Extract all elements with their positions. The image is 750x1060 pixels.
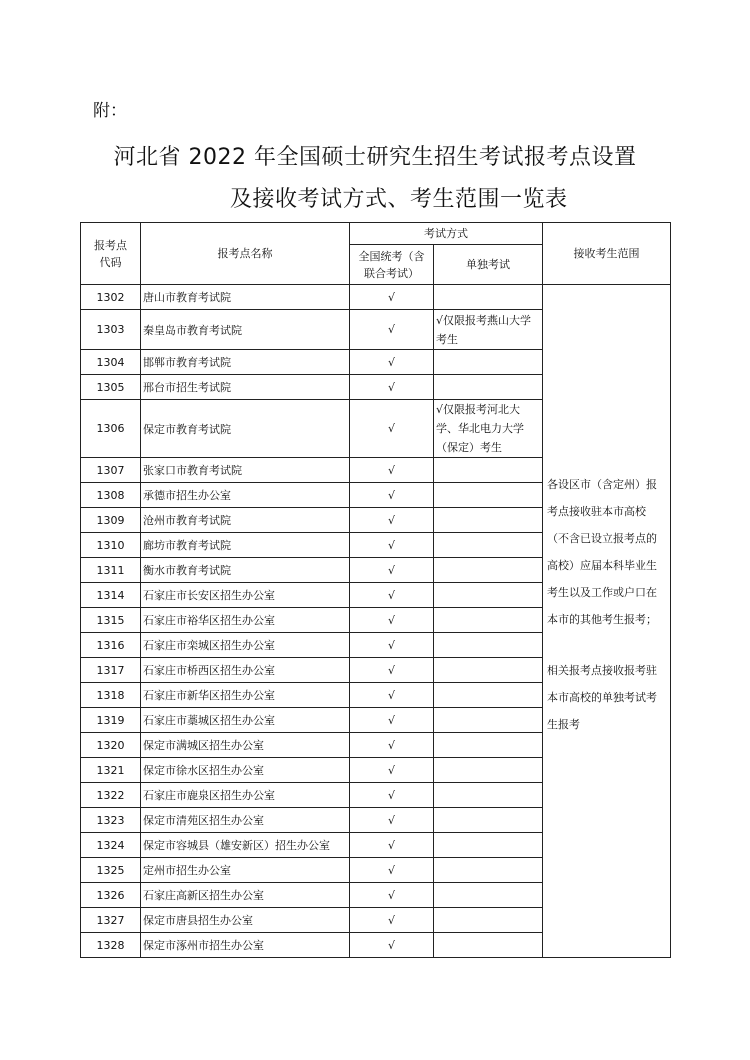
- row-single-exam: [434, 483, 543, 508]
- row-name: 承德市招生办公室: [141, 483, 350, 508]
- row-single-exam: [434, 375, 543, 400]
- row-code: 1319: [81, 708, 141, 733]
- row-code: 1307: [81, 458, 141, 483]
- row-national-check: √: [350, 400, 434, 458]
- header-scope: 接收考生范围: [543, 223, 671, 285]
- row-name: 保定市教育考试院: [141, 400, 350, 458]
- table-row: [81, 285, 671, 310]
- row-name: 衡水市教育考试院: [141, 558, 350, 583]
- row-name: 保定市唐县招生办公室: [141, 908, 350, 933]
- row-code: 1308: [81, 483, 141, 508]
- row-name: 石家庄市裕华区招生办公室: [141, 608, 350, 633]
- row-name: 石家庄市新华区招生办公室: [141, 683, 350, 708]
- row-single-exam: √仅限报考燕山大学考生: [434, 310, 543, 350]
- row-name: 石家庄市长安区招生办公室: [141, 583, 350, 608]
- scope-paragraph: 各设区市（含定州）报考点接收驻本市高校（不含已设立报考点的高校）应届本科毕业生考生以及工作或户口在本市的其他考生报考；: [547, 478, 657, 626]
- row-name: 保定市清苑区招生办公室: [141, 808, 350, 833]
- row-national-check: √: [350, 583, 434, 608]
- row-name: 石家庄市桥西区招生办公室: [141, 658, 350, 683]
- row-single-exam: [434, 533, 543, 558]
- row-code: 1328: [81, 933, 141, 958]
- row-single-exam: [434, 508, 543, 533]
- row-single-exam: [434, 833, 543, 858]
- row-national-check: √: [350, 883, 434, 908]
- row-national-check: √: [350, 683, 434, 708]
- scope-paragraph: 相关报考点接收报考驻本市高校的单独考试考生报考: [547, 664, 657, 731]
- row-single-exam: [434, 285, 543, 310]
- row-single-exam: [434, 733, 543, 758]
- row-code: 1305: [81, 375, 141, 400]
- row-code: 1317: [81, 658, 141, 683]
- row-national-check: √: [350, 558, 434, 583]
- row-single-exam: [434, 583, 543, 608]
- row-single-exam: [434, 658, 543, 683]
- row-national-check: √: [350, 783, 434, 808]
- row-code: 1325: [81, 858, 141, 883]
- row-name: 保定市满城区招生办公室: [141, 733, 350, 758]
- row-single-exam: [434, 808, 543, 833]
- row-code: 1315: [81, 608, 141, 633]
- row-national-check: √: [350, 758, 434, 783]
- row-national-check: √: [350, 858, 434, 883]
- row-name: 唐山市教育考试院: [141, 285, 350, 310]
- row-single-exam: [434, 633, 543, 658]
- row-national-check: √: [350, 608, 434, 633]
- row-name: 石家庄市栾城区招生办公室: [141, 633, 350, 658]
- row-national-check: √: [350, 483, 434, 508]
- document-title-line1: 河北省 2022 年全国硕士研究生招生考试报考点设置: [113, 145, 637, 170]
- row-name: 保定市涿州市招生办公室: [141, 933, 350, 958]
- row-national-check: √: [350, 633, 434, 658]
- row-name: 石家庄市藁城区招生办公室: [141, 708, 350, 733]
- row-code: 1304: [81, 350, 141, 375]
- row-code: 1321: [81, 758, 141, 783]
- row-code: 1306: [81, 400, 141, 458]
- row-single-exam: [434, 683, 543, 708]
- row-code: 1320: [81, 733, 141, 758]
- row-national-check: √: [350, 458, 434, 483]
- row-single-exam: [434, 908, 543, 933]
- header-exam-mode: 考试方式: [350, 223, 543, 245]
- header-code: 报考点代码: [81, 223, 141, 285]
- row-name: 石家庄市鹿泉区招生办公室: [141, 783, 350, 808]
- header-single: 单独考试: [434, 245, 543, 285]
- row-national-check: √: [350, 733, 434, 758]
- row-code: 1322: [81, 783, 141, 808]
- row-name: 保定市容城县（雄安新区）招生办公室: [141, 833, 350, 858]
- row-code: 1323: [81, 808, 141, 833]
- row-name: 邢台市招生考试院: [141, 375, 350, 400]
- row-national-check: √: [350, 310, 434, 350]
- header-national: 全国统考（含联合考试）: [350, 245, 434, 285]
- document-title-line2: 及接收考试方式、考生范围一览表: [230, 187, 568, 212]
- row-code: 1302: [81, 285, 141, 310]
- row-single-exam: [434, 558, 543, 583]
- row-national-check: √: [350, 708, 434, 733]
- row-national-check: √: [350, 833, 434, 858]
- row-code: 1318: [81, 683, 141, 708]
- row-national-check: √: [350, 285, 434, 310]
- row-name: 保定市徐水区招生办公室: [141, 758, 350, 783]
- row-code: 1314: [81, 583, 141, 608]
- row-national-check: √: [350, 533, 434, 558]
- row-national-check: √: [350, 808, 434, 833]
- row-code: 1326: [81, 883, 141, 908]
- row-single-exam: [434, 608, 543, 633]
- row-single-exam: [434, 350, 543, 375]
- attachment-label: 附：: [93, 101, 127, 121]
- row-name: 沧州市教育考试院: [141, 508, 350, 533]
- row-code: 1324: [81, 833, 141, 858]
- row-national-check: √: [350, 508, 434, 533]
- row-code: 1309: [81, 508, 141, 533]
- row-single-exam: [434, 858, 543, 883]
- row-name: 石家庄高新区招生办公室: [141, 883, 350, 908]
- row-single-exam: [434, 458, 543, 483]
- row-single-exam: [434, 783, 543, 808]
- row-name: 邯郸市教育考试院: [141, 350, 350, 375]
- row-national-check: √: [350, 908, 434, 933]
- row-name: 张家口市教育考试院: [141, 458, 350, 483]
- exam-sites-table: [80, 222, 671, 958]
- row-single-exam: √仅限报考河北大学、华北电力大学（保定）考生: [434, 400, 543, 458]
- row-code: 1311: [81, 558, 141, 583]
- row-national-check: √: [350, 375, 434, 400]
- row-name: 廊坊市教育考试院: [141, 533, 350, 558]
- row-name: 秦皇岛市教育考试院: [141, 310, 350, 350]
- header-name: 报考点名称: [141, 223, 350, 285]
- row-national-check: √: [350, 350, 434, 375]
- row-single-exam: [434, 708, 543, 733]
- row-code: 1303: [81, 310, 141, 350]
- row-code: 1316: [81, 633, 141, 658]
- row-national-check: √: [350, 933, 434, 958]
- row-single-exam: [434, 933, 543, 958]
- row-single-exam: [434, 758, 543, 783]
- row-national-check: √: [350, 658, 434, 683]
- row-name: 定州市招生办公室: [141, 858, 350, 883]
- row-code: 1327: [81, 908, 141, 933]
- row-single-exam: [434, 883, 543, 908]
- scope-cell: [543, 285, 671, 958]
- row-code: 1310: [81, 533, 141, 558]
